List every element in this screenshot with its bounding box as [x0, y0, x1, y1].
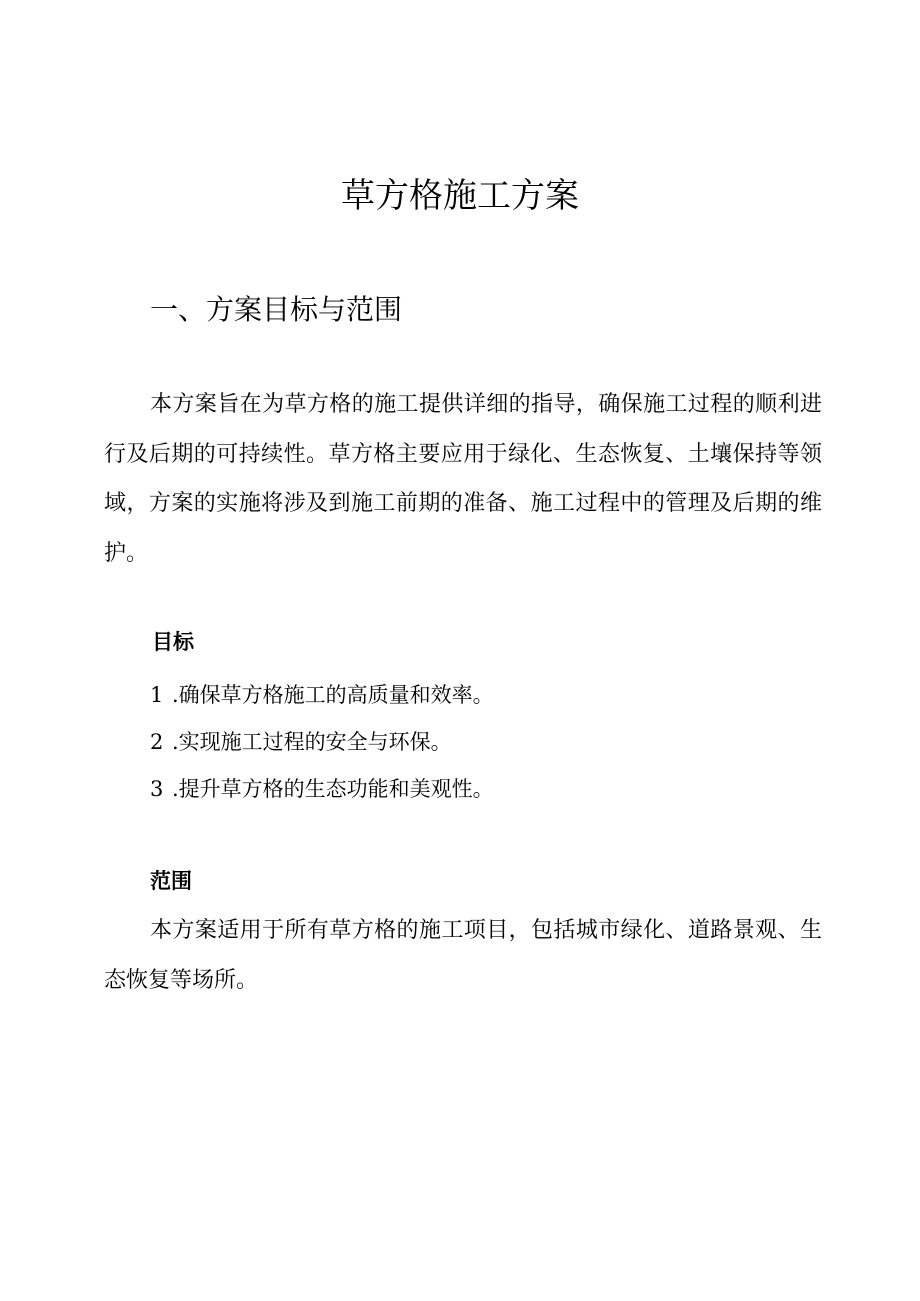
scope-heading: 范围	[150, 869, 192, 893]
list-item-text: .提升草方格的生态功能和美观性。	[172, 777, 494, 801]
list-item	[150, 719, 494, 766]
list-item-text: .确保草方格施工的高质量和效率。	[172, 683, 494, 707]
goals-heading: 目标	[152, 630, 194, 654]
intro-paragraph: 本方案旨在为草方格的施工提供详细的指导，确保施工过程的顺利进行及后期的可持续性。草方格主要应用于绿化、生态恢复、土壤保持等领域，方案的实施将涉及到施工前期的准备、施工过程中的管理及后期的维护。	[104, 392, 822, 566]
section-heading: 一、方案目标与范围	[150, 293, 403, 326]
document-title: 草方格施工方案	[341, 176, 579, 216]
list-item	[150, 766, 494, 813]
list-item	[150, 672, 494, 719]
list-item-number: 3	[150, 777, 164, 801]
goals-list	[150, 672, 494, 813]
list-item-number: 1	[150, 683, 164, 707]
scope-paragraph: 本方案适用于所有草方格的施工项目，包括城市绿化、道路景观、生态恢复等场所。	[104, 918, 822, 993]
list-item-number: 2	[150, 730, 164, 754]
list-item-text: .实现施工过程的安全与环保。	[172, 730, 452, 754]
